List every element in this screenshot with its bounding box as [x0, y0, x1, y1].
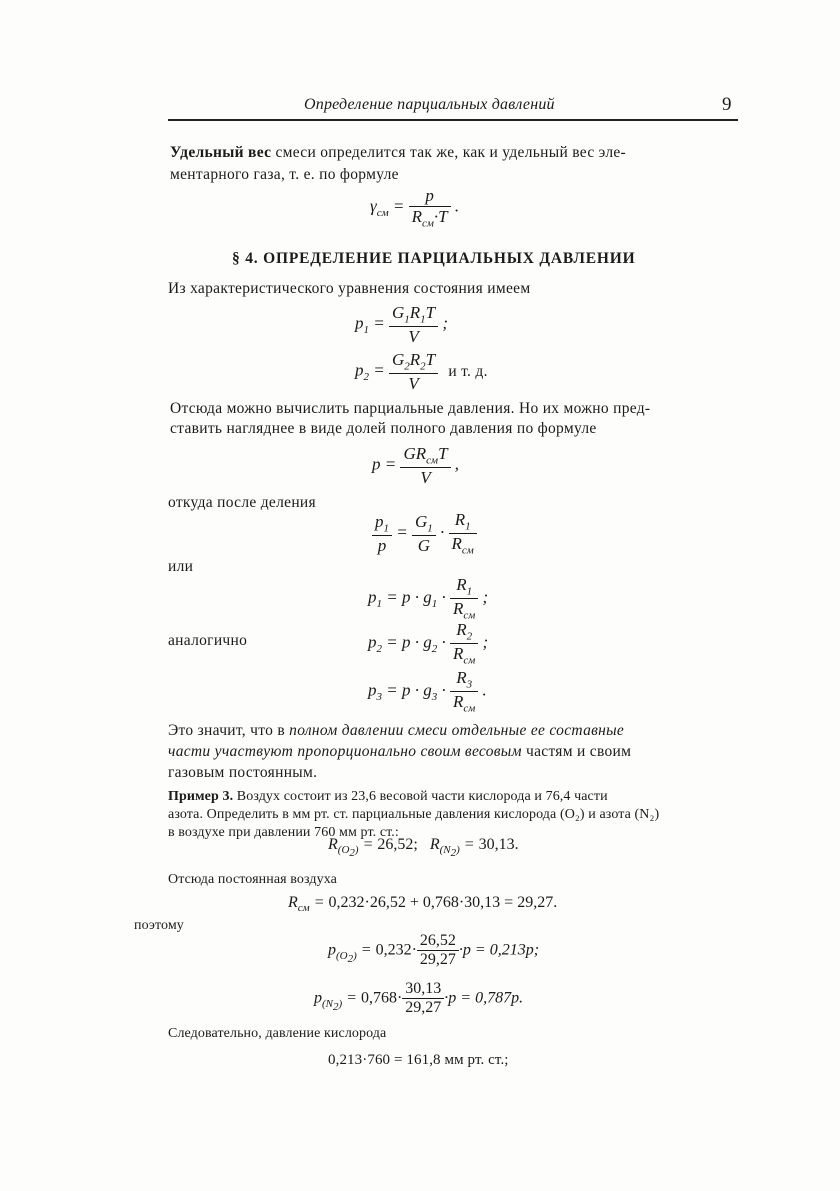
emphasis-text: части участвуют пропорционально своим весовым	[168, 743, 522, 760]
term-specific-weight: Удельный вес	[170, 144, 272, 161]
formula-p-n2: $p_{(N_2)} = 0,768\cdot$ $\frac{30,13}{29,27}$ ·p = 0,787p.	[314, 980, 524, 1017]
example-line: в воздухе при давлении 760 мм рт. ст.:	[168, 825, 399, 840]
formula-air-constant: $R_{см} = 0,232\cdot 26,52 + 0,768\cdot 30,13 = 29,27$.	[288, 894, 558, 915]
paragraph-line: аналогично	[168, 632, 248, 649]
section-heading: § 4. ОПРЕДЕЛЕНИЕ ПАРЦИАЛЬНЫХ ДАВЛЕНИИ	[232, 250, 636, 267]
paragraph-specific-weight	[170, 144, 626, 162]
paragraph-line: ставить нагляднее в виде долей полного давления по формуле	[170, 420, 597, 437]
paragraph-line: или	[168, 558, 194, 575]
formula-p-o2: $p_{(O_2)} = 0,232\cdot$ $\frac{26,52}{29,27}$ ·p = 0,213p;	[328, 932, 540, 969]
example-line	[168, 789, 608, 805]
pn2-result: ·p = 0,787p.	[444, 989, 524, 1007]
paragraph-line: Отсюда можно вычислить парциальные давления. Но их можно пред-	[170, 400, 651, 417]
paragraph-line: ментарного газа, т. е. по формуле	[170, 166, 399, 183]
formula-p1-fraction: $p_1 = p \cdot g_1$ · $\frac{R_1}{R_{см}}$ ;	[368, 575, 489, 622]
air-constant-expression: 0,232·26,52 + 0,768·30,13 = 29,27.	[328, 894, 558, 911]
formula-p2: $p_2$ = $\frac{G_2R_2T}{V}$ и т. д.	[355, 350, 488, 394]
po2-denominator: 29,27	[419, 951, 456, 969]
paragraph-line	[168, 722, 624, 740]
formula-gas-constants: $R_{(O_2)} = 26,52$; $R_{(N_2)} = 30,13$.	[328, 836, 519, 860]
formula-p3-fraction: $p_3 = p \cdot g_3$ · $\frac{R_3}{R_{см}}$ .	[368, 668, 487, 715]
formula-p1: $p_1$ = $\frac{G_1R_1T}{V}$ ;	[355, 303, 449, 347]
paragraph-line: смеси определится так же, как и удельный вес эле-	[275, 144, 627, 161]
emphasis-text: полном давлении смеси отдельные ее составные	[289, 722, 625, 739]
pn2-coefficient: 0,768·	[360, 989, 403, 1007]
r-o2-value: 26,52;	[377, 836, 418, 853]
paragraph-line: поэтому	[134, 918, 184, 933]
po2-numerator: 26,52	[417, 932, 459, 951]
example-line: азота. Определить в мм рт. ст. парциальные давления кислорода (O₂) и азота (N₂)	[168, 807, 660, 822]
and-so-on-text: и т. д.	[448, 362, 488, 380]
po2-coefficient: 0,232·	[375, 941, 417, 959]
pn2-numerator: 30,13	[402, 980, 444, 999]
paragraph-line: Из характеристического уравнения состояния имеем	[168, 280, 531, 297]
formula-specific-weight: $\gamma_{см}$ = $\frac{p}{R_{см}\cdot T}$ .	[370, 186, 460, 229]
r-n2-value: 30,13.	[478, 836, 519, 853]
formula-p2-fraction: $p_2 = p \cdot g_2$ · $\frac{R_2}{R_{см}}$ ;	[368, 620, 489, 667]
text-span: Воздух состоит из 23,6 весовой части кислорода и 76,4 части	[236, 789, 608, 804]
text-span: Это значит, что в	[168, 722, 285, 739]
running-header-title: Определение парциальных давлений	[304, 96, 555, 113]
paragraph-line: откуда после деления	[168, 494, 316, 511]
page-number: 9	[722, 94, 732, 115]
final-equation: 0,213·760 = 161,8 мм рт. ст.;	[328, 1052, 509, 1068]
paragraph-line: газовым постоянным.	[168, 764, 318, 781]
paragraph-line: Следовательно, давление кислорода	[168, 1026, 387, 1041]
paragraph-line: Отсюда постоянная воздуха	[168, 872, 337, 887]
formula-total-pressure: p = $\frac{GR_{см}T}{V}$ ,	[372, 444, 460, 488]
header-rule	[168, 119, 738, 121]
pn2-denominator: 29,27	[405, 999, 442, 1017]
paragraph-line	[168, 743, 631, 761]
formula-ratio: $\frac{p_1}{p}$ = $\frac{G_1}{G}$ · $\frac{R_1}{R_{см}}$	[372, 510, 477, 557]
text-span: частям и своим	[525, 743, 632, 760]
example-label: Пример 3.	[168, 789, 234, 804]
po2-result: ·p = 0,213p;	[458, 941, 540, 959]
